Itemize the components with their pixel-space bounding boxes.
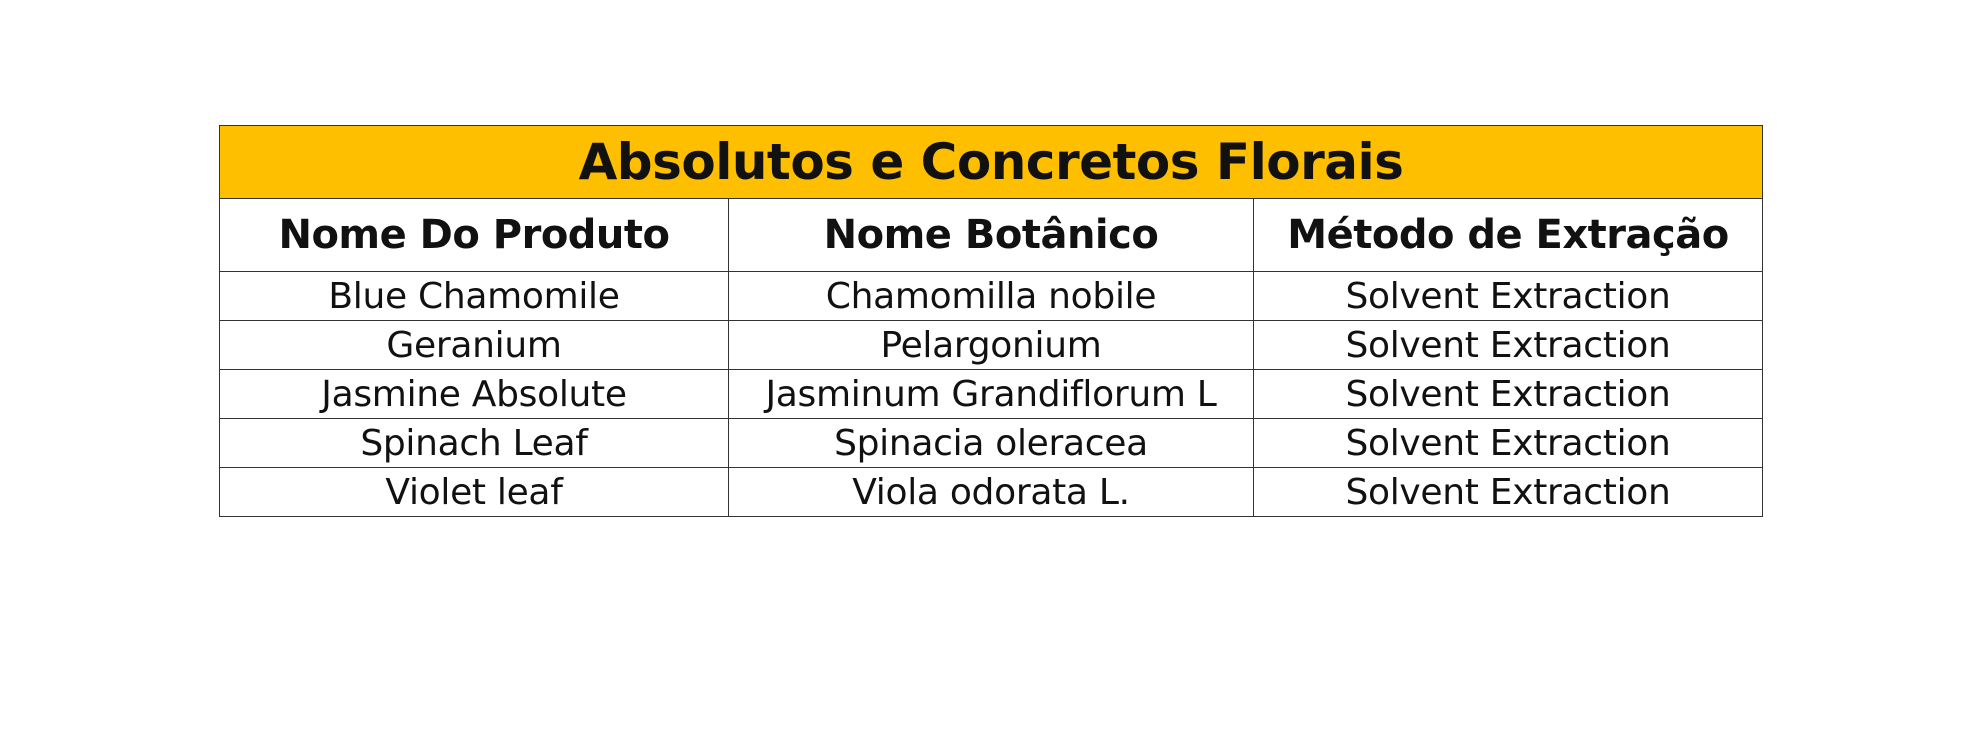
table-row bbox=[220, 419, 1763, 468]
extraction-method-cell: Solvent Extraction bbox=[1254, 419, 1763, 468]
header-row bbox=[220, 199, 1763, 272]
product-name-cell: Violet leaf bbox=[220, 468, 729, 517]
title-row bbox=[220, 126, 1763, 199]
extraction-method-cell: Solvent Extraction bbox=[1254, 272, 1763, 321]
extraction-method-cell: Solvent Extraction bbox=[1254, 321, 1763, 370]
botanical-name-cell: Jasminum Grandiflorum L bbox=[729, 370, 1254, 419]
botanical-name-cell: Spinacia oleracea bbox=[729, 419, 1254, 468]
table-title: Absolutos e Concretos Florais bbox=[220, 126, 1763, 199]
floral-absolutes-table bbox=[219, 125, 1763, 517]
botanical-name-cell: Chamomilla nobile bbox=[729, 272, 1254, 321]
extraction-method-cell: Solvent Extraction bbox=[1254, 468, 1763, 517]
table-row bbox=[220, 272, 1763, 321]
header-extraction-method: Método de Extração bbox=[1254, 199, 1763, 272]
header-botanical-name: Nome Botânico bbox=[729, 199, 1254, 272]
table-row bbox=[220, 468, 1763, 517]
product-name-cell: Blue Chamomile bbox=[220, 272, 729, 321]
extraction-method-cell: Solvent Extraction bbox=[1254, 370, 1763, 419]
product-name-cell: Spinach Leaf bbox=[220, 419, 729, 468]
product-name-cell: Geranium bbox=[220, 321, 729, 370]
botanical-name-cell: Pelargonium bbox=[729, 321, 1254, 370]
header-product-name: Nome Do Produto bbox=[220, 199, 729, 272]
product-name-cell: Jasmine Absolute bbox=[220, 370, 729, 419]
botanical-name-cell: Viola odorata L. bbox=[729, 468, 1254, 517]
table-row bbox=[220, 321, 1763, 370]
table-row bbox=[220, 370, 1763, 419]
